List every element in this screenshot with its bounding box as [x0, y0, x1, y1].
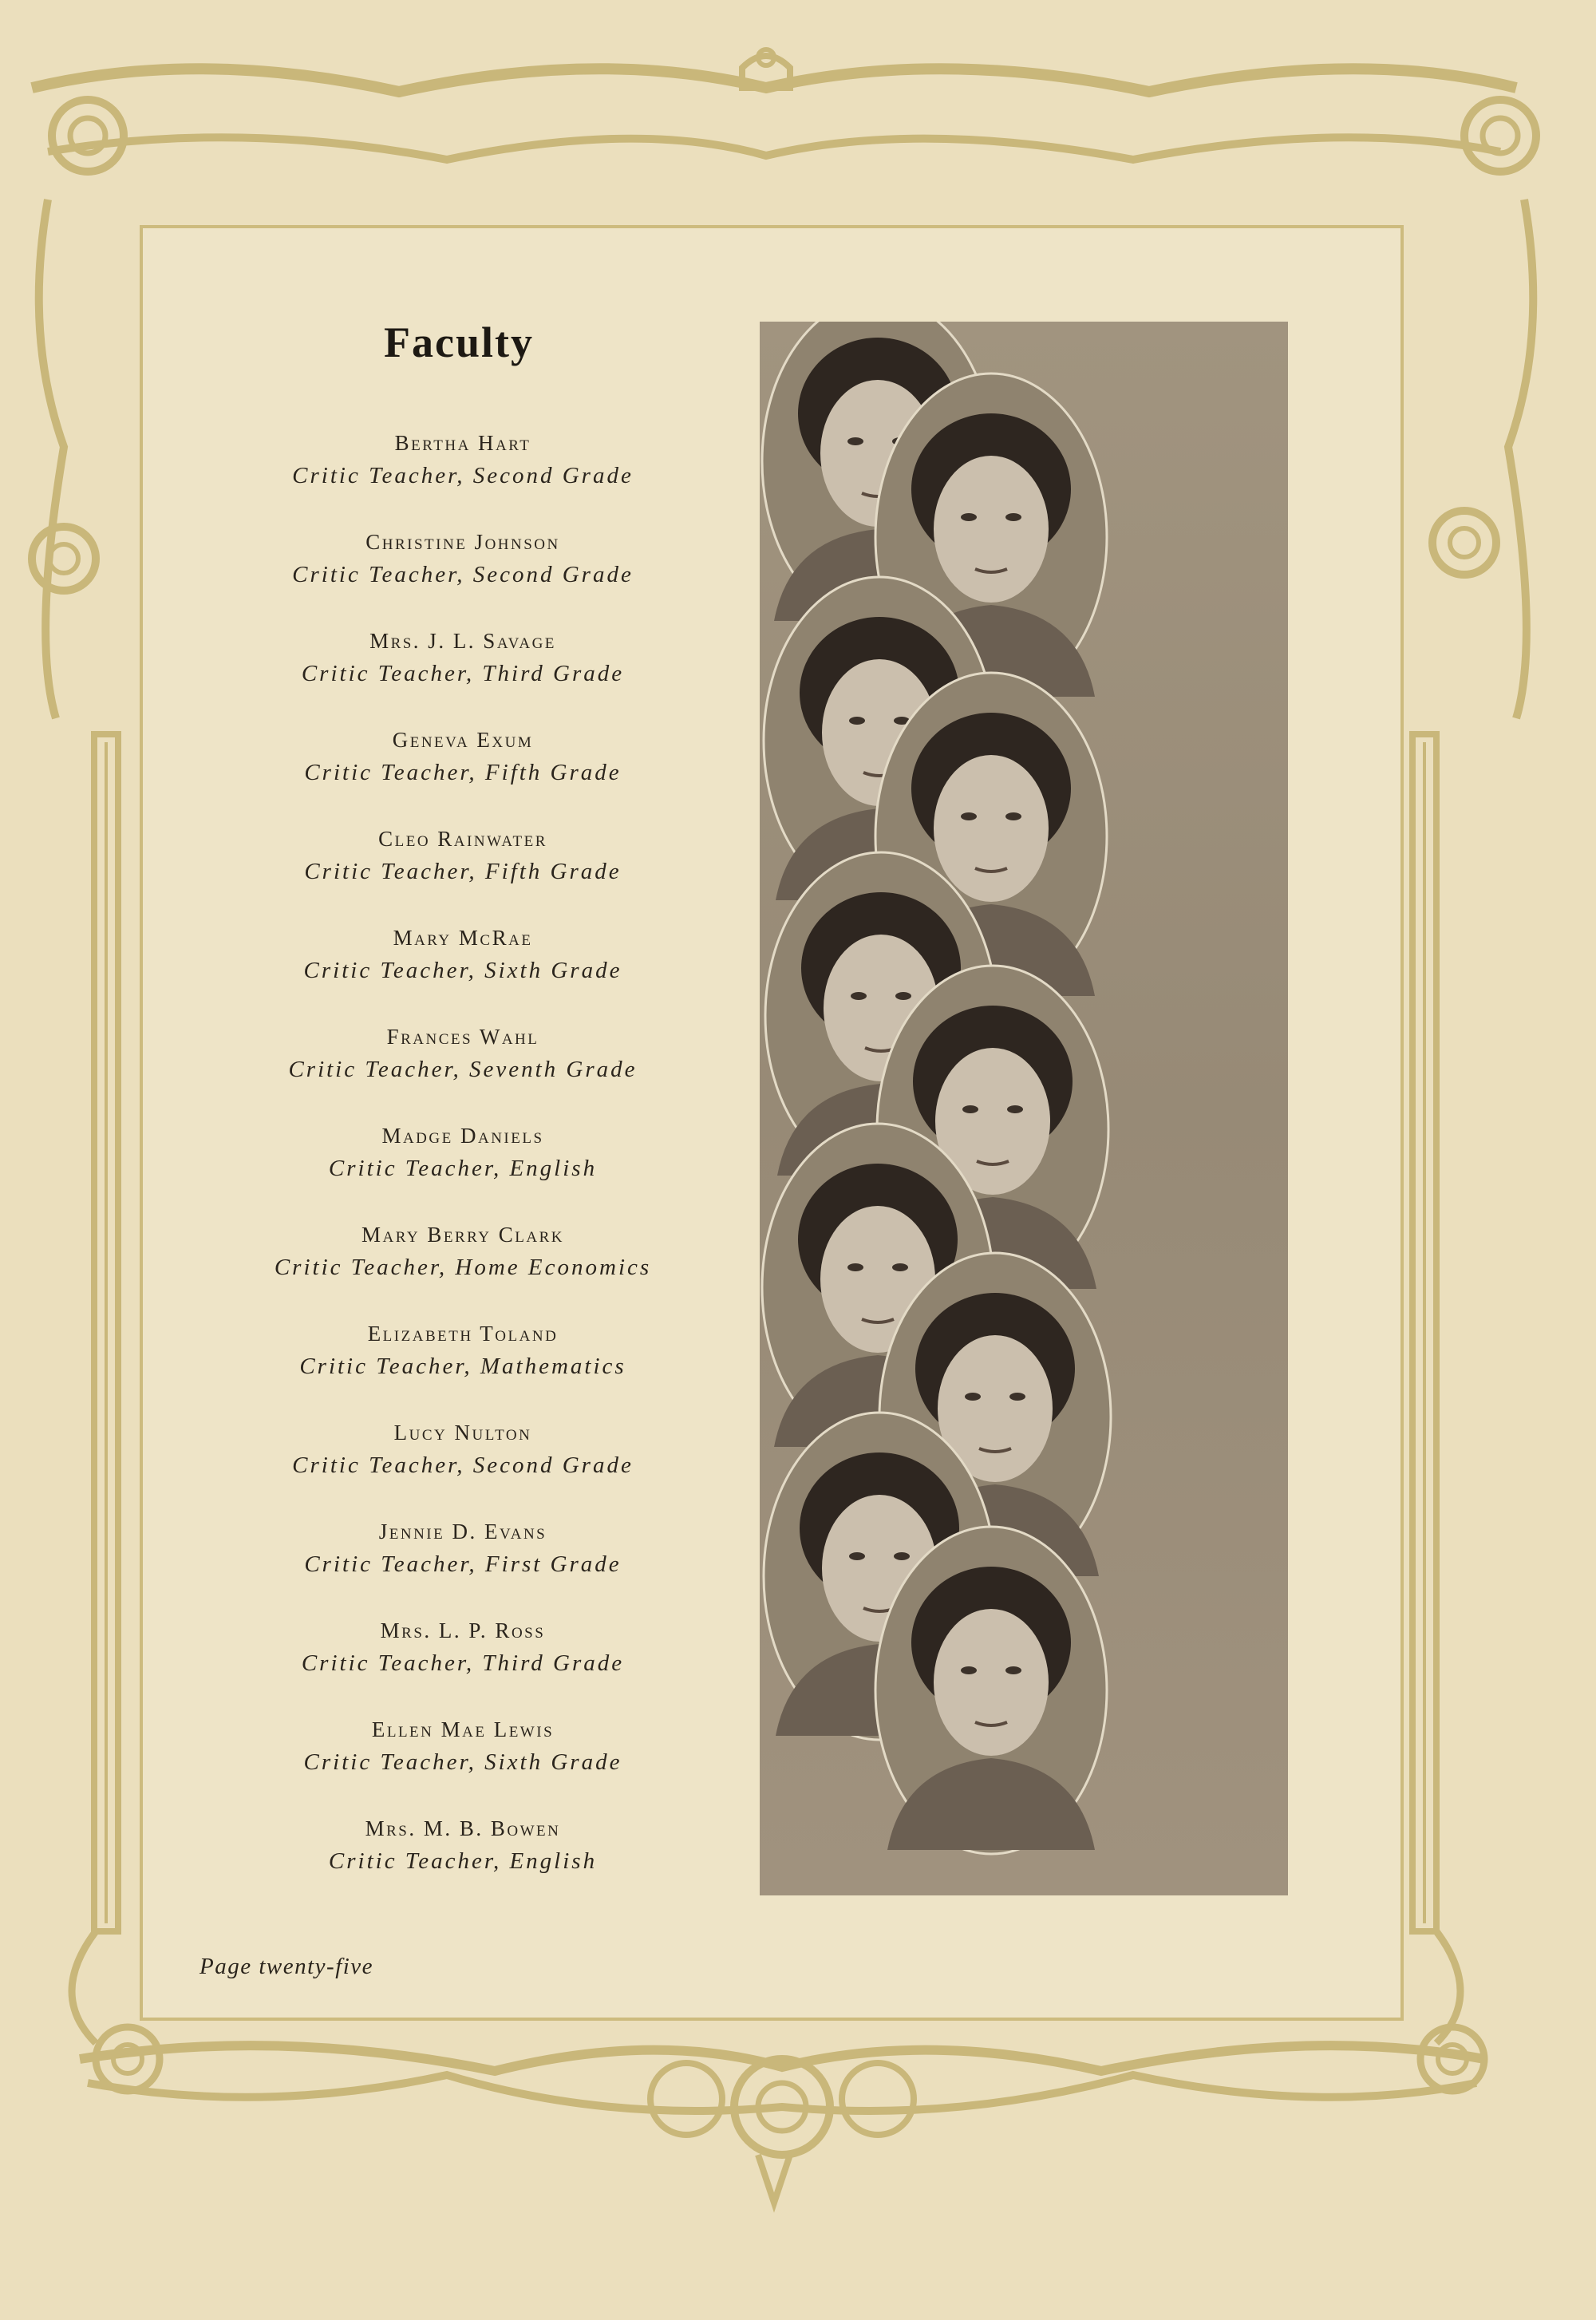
faculty-entry: [247, 724, 678, 823]
faculty-role: Critic Teacher, Fifth Grade: [304, 760, 622, 785]
faculty-role: Critic Teacher, Second Grade: [292, 1452, 634, 1478]
faculty-name: Mrs. M. B. Bowen: [365, 1816, 561, 1840]
faculty-entry: [247, 1120, 678, 1219]
faculty-entry: [247, 1516, 678, 1615]
faculty-entry: [247, 427, 678, 526]
portrait-ovals: [760, 322, 1288, 1895]
faculty-name: Frances Wahl: [386, 1025, 539, 1049]
faculty-list: [247, 427, 678, 1911]
frame-top-band-inner: [48, 137, 1500, 160]
faculty-entry: [247, 526, 678, 625]
faculty-entry: [247, 823, 678, 922]
faculty-name: Christine Johnson: [365, 530, 560, 554]
faculty-role: Critic Teacher, Sixth Grade: [303, 1749, 622, 1775]
faculty-name: Lucy Nulton: [393, 1421, 532, 1445]
scroll-mid-left: [32, 527, 96, 591]
faculty-entry: [247, 625, 678, 724]
faculty-name: Mary Berry Clark: [361, 1223, 564, 1247]
faculty-role: Critic Teacher, English: [328, 1848, 598, 1874]
faculty-role: Critic Teacher, Third Grade: [301, 1650, 625, 1676]
faculty-name: Bertha Hart: [394, 431, 531, 455]
faculty-name: Geneva Exum: [392, 728, 534, 752]
faculty-name: Ellen Mae Lewis: [371, 1717, 555, 1741]
faculty-name: Cleo Rainwater: [378, 827, 547, 851]
faculty-entry: [247, 1812, 678, 1911]
faculty-name: Elizabeth Toland: [367, 1322, 559, 1346]
faculty-entry: [247, 1417, 678, 1516]
faculty-name: Jennie D. Evans: [378, 1520, 547, 1543]
faculty-role: Critic Teacher, First Grade: [304, 1551, 622, 1577]
faculty-portrait: [875, 1527, 1107, 1854]
page-number: Page twenty-five: [200, 1954, 374, 1979]
faculty-role: Critic Teacher, Mathematics: [299, 1354, 626, 1379]
faculty-name: Madge Daniels: [381, 1124, 544, 1148]
scroll-mid-right: [1432, 511, 1496, 575]
faculty-role: Critic Teacher, Home Economics: [274, 1255, 652, 1280]
faculty-role: Critic Teacher, Third Grade: [301, 661, 625, 686]
faculty-role: Critic Teacher, Fifth Grade: [304, 859, 622, 884]
scroll-top-left: [52, 100, 124, 172]
faculty-name: Mary McRae: [393, 926, 533, 950]
faculty-entry: [247, 1713, 678, 1812]
faculty-entry: [247, 1318, 678, 1417]
faculty-name: Mrs. L. P. Ross: [380, 1618, 546, 1642]
faculty-entry: [247, 1615, 678, 1713]
faculty-role: Critic Teacher, Second Grade: [292, 463, 634, 488]
faculty-role: Critic Teacher, Sixth Grade: [303, 958, 622, 983]
page-title: Faculty: [384, 318, 534, 366]
faculty-entry: [247, 1021, 678, 1120]
faculty-entry: [247, 1219, 678, 1318]
frame-bottom-crest: [758, 2155, 790, 2203]
scroll-top-right: [1464, 100, 1536, 172]
faculty-role: Critic Teacher, Second Grade: [292, 562, 634, 587]
faculty-role: Critic Teacher, English: [328, 1156, 598, 1181]
faculty-entry: [247, 922, 678, 1021]
faculty-photo-collage: [760, 322, 1288, 1895]
faculty-role: Critic Teacher, Seventh Grade: [288, 1057, 638, 1082]
faculty-name: Mrs. J. L. Savage: [369, 629, 556, 653]
